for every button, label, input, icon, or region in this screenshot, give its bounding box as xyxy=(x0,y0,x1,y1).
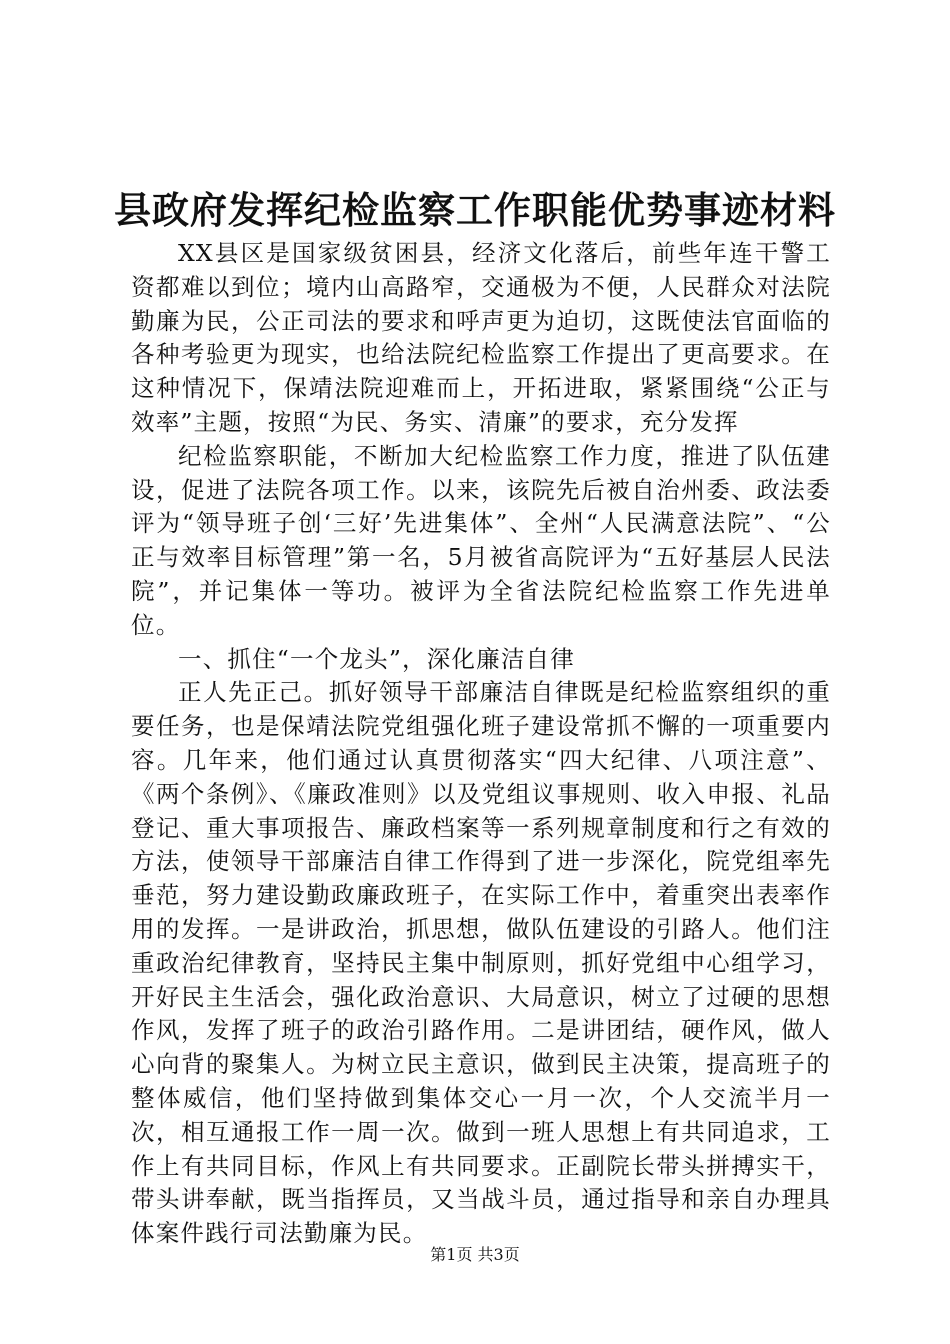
paragraph: XX县区是国家级贫困县，经济文化落后，前些年连干警工资都难以到位；境内山高路窄，交通极为不便，人民群众对法院勤廉为民，公正司法的要求和呼声更为迫切，这既使法官面临的各种考验更为现实，也给法院纪检监察工作提出了更高要求。在这种情况下，保靖法院迎难而上，开拓进取，紧紧围绕“公正与效率”主题，按照“为民、务实、清廉”的要求，充分发挥 xyxy=(131,239,831,436)
page-footer: 第1页 共3页 xyxy=(430,1245,520,1264)
paragraph: 正人先正己。抓好领导干部廉洁自律既是纪检监察组织的重要任务，也是保靖法院党组强化班子建设常抓不懈的一项重要内容。几年来，他们通过认真贯彻落实“四大纪律、八项注意”、《两个条例》、《廉政准则》以及党组议事规则、收入申报、礼品登记、重大事项报告、廉政档案等一系列规章制度和行之有效的方法，使领导干部廉洁自律工作得到了进一步深化，院党组率先垂范，努力建设勤政廉政班子，在实际工作中，着重突出表率作用的发挥。一是讲政治，抓思想，做队伍建设的引路人。他们注重政治纪律教育，坚持民主集中制原则，抓好党组中心组学习，开好民主生活会，强化政治意识、大局意识，树立了过硬的思想作风，发挥了班子的政治引路作用。二是讲团结，硬作风，做人心向背的聚集人。为树立民主意识，做到民主决策，提高班子的整体威信，他们坚持做到集体交心一月一次，个人交流半月一次，相互通报工作一周一次。做到一班人思想上有共同追求，工作上有共同目标，作风上有共同要求。正副院长带头拼搏实干，带头讲奉献，既当指挥员，又当战斗员，通过指导和亲自办理具体案件践行司法勤廉为民。 xyxy=(131,678,831,1248)
document-title: 县政府发挥纪检监察工作职能优势事迹材料 xyxy=(114,188,836,232)
paragraph: 纪检监察职能，不断加大纪检监察工作力度，推进了队伍建设，促进了法院各项工作。以来，该院先后被自治州委、政法委评为“领导班子创‘三好’先进集体”、全州“人民满意法院”、“公正与效率目标管理”第一名，5月被省高院评为“五好基层人民法院”，并记集体一等功。被评为全省法院纪检监察工作先进单位。 xyxy=(131,441,831,639)
document-body xyxy=(131,237,831,1251)
section-heading: 一、抓住“一个龙头”，深化廉洁自律 xyxy=(178,644,575,673)
